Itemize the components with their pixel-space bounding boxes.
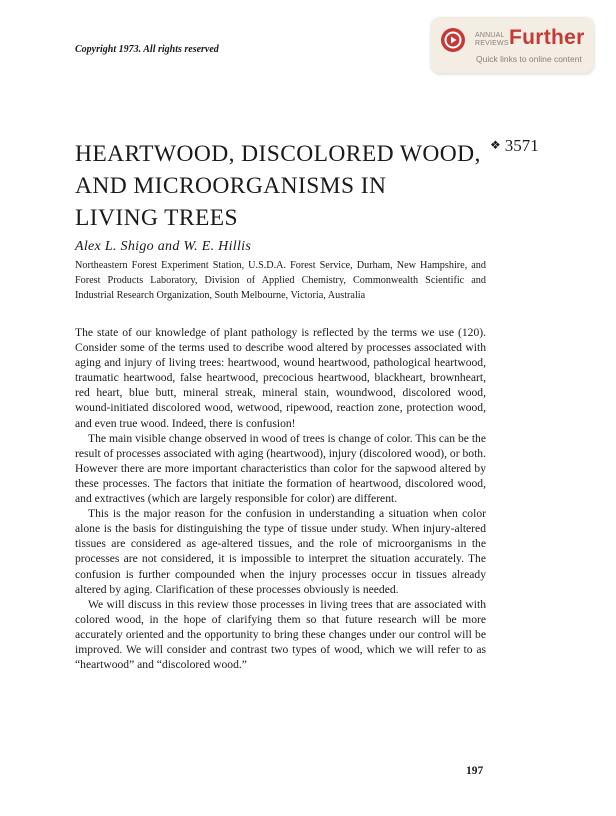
article-number: [490, 136, 539, 156]
page-number: 197: [466, 765, 484, 777]
title-line: AND MICROORGANISMS IN: [75, 173, 387, 199]
affiliation: Northeastern Forest Experiment Station, U.S.D.A. Forest Service, Durham, New Hampshire, and Forest Products Laboratory, Division of Applied Chemistry, Commonwealth Scientific and Industrial Research Organization, South Melbourne, Victoria, Australia: [75, 260, 486, 301]
authors: Alex L. Shigo and W. E. Hillis: [75, 239, 252, 254]
badge-further-label: Further: [509, 26, 585, 49]
diamond-marker-icon: ❖: [490, 138, 501, 152]
body-paragraph: We will discuss in this review those processes in living trees that are associated with colored wood, in the hope of clarifying them so that future research will be more accurately oriented and the opportunity to bring these changes under our control will be improved. We will consider and contrast two types of wood, which we will refer to as “heartwood” and “discolored wood.”: [75, 597, 486, 672]
title-line: LIVING TREES: [75, 205, 238, 231]
play-circle-icon: [440, 27, 466, 53]
article-number-value: 3571: [504, 136, 539, 155]
article-body: [75, 325, 486, 672]
body-paragraph: The main visible change observed in wood of trees is change of color. This can be the result of processes associated with aging (heartwood), injury (discolored wood), or both. However there are more important characteristics than color for the sapwood altered by these processes. The factors that initiate the formation of heartwood, discolored wood, and extractives (which are largely responsible for color) are different.: [75, 431, 486, 506]
badge-brand: [475, 32, 509, 47]
article-title: [75, 138, 481, 234]
badge-brand-line1: ANNUAL: [475, 32, 505, 39]
badge-subtitle: Quick links to online content: [476, 54, 582, 64]
title-line: HEARTWOOD, DISCOLORED WOOD,: [75, 141, 481, 167]
badge-brand-line2: REVIEWS: [475, 39, 509, 47]
body-paragraph: The state of our knowledge of plant pathology is reflected by the terms we use (120). Consider some of the terms used to describe wood altered by processes associated with aging and injury of living trees: heartwood, wound heartwood, pathological heartwood, traumatic heartwood, false heartwood, precocious heartwood, blackheart, brownheart, red heart, blue butt, mineral streak, mineral stain, woundwood, discolored wood, wound-initiated discolored wood, wetwood, ripewood, reaction zone, protection wood, and even true wood. Indeed, there is confusion!: [75, 326, 486, 430]
annual-reviews-further-badge[interactable]: [431, 17, 594, 73]
body-paragraph: This is the major reason for the confusion in understanding a situation when color alone is the basis for distinguishing the type of tissue under study. When injury-altered tissues are considered as age-altered tissues, and the role of microorganisms in the processes are not considered, it is impossible to interpret the situation accurately. The confusion is further compounded when the injury processes occur in tissues already altered by aging. Clarification of these processes obviously is needed.: [75, 507, 486, 596]
copyright-notice: Copyright 1973. All rights reserved: [75, 44, 219, 55]
